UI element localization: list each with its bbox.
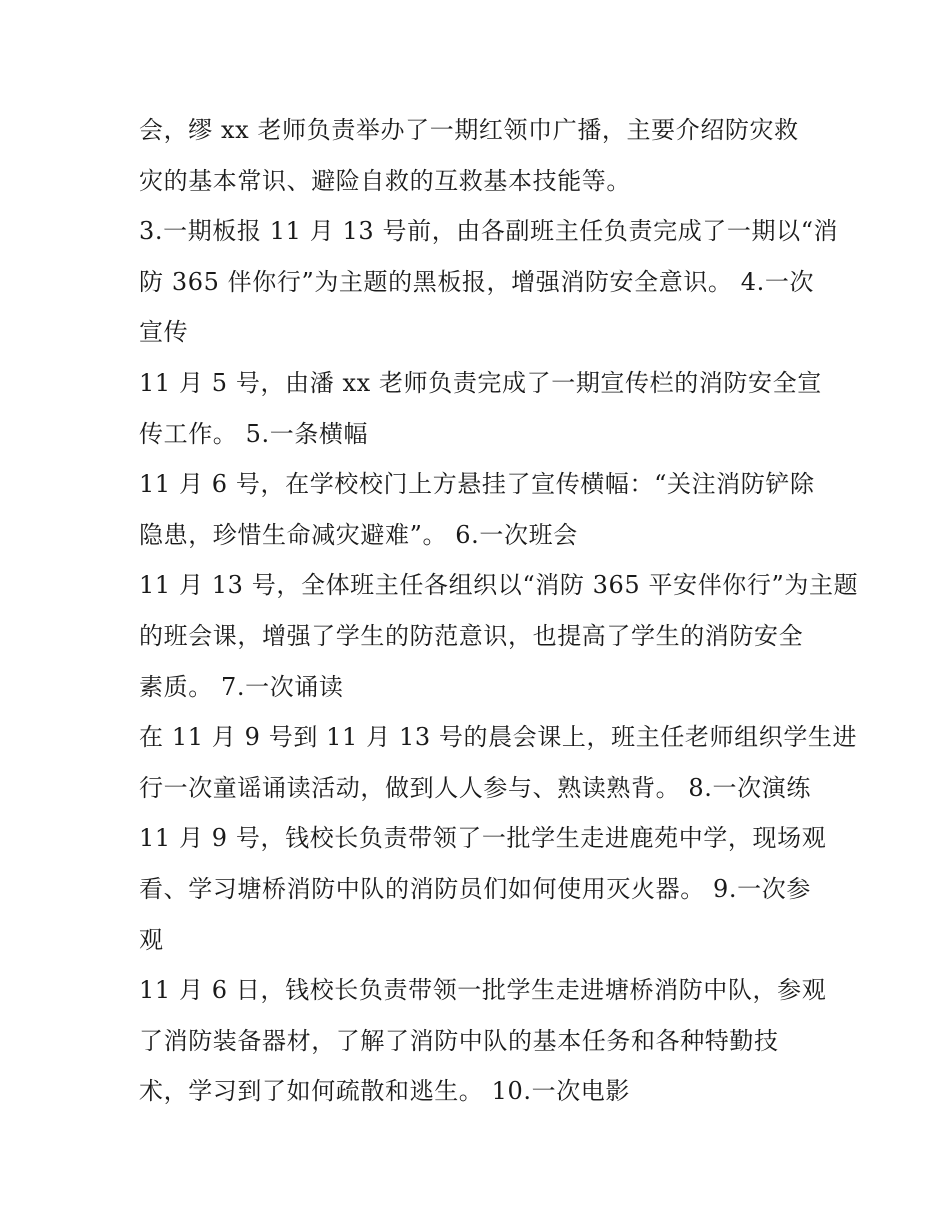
text-line: 11 月 6 号，在学校校门上方悬挂了宣传横幅：“关注消防铲除 — [139, 470, 815, 499]
text-line: 灾的基本常识、避险自救的互救基本技能等。 — [139, 166, 631, 195]
text-line: 在 11 月 9 号到 11 月 13 号的晨会课上，班主任老师组织学生进 — [139, 723, 858, 752]
text-line: 行一次童谣诵读活动，做到人人参与、熟读熟背。 8.一次演练 — [139, 773, 811, 802]
text-line: 11 月 6 日，钱校长负责带领一批学生走进塘桥消防中队，参观 — [139, 976, 827, 1005]
body-text — [139, 105, 859, 1117]
text-line: 素质。 7.一次诵读 — [139, 672, 344, 701]
text-line: 看、学习塘桥消防中队的消防员们如何使用灭火器。 9.一次参 — [139, 874, 811, 903]
text-line: 传工作。 5.一条横幅 — [139, 419, 369, 448]
text-line: 防 365 伴你行”为主题的黑板报，增强消防安全意识。 4.一次 — [139, 267, 815, 296]
text-line: 11 月 13 号，全体班主任各组织以“消防 365 平安伴你行”为主题 — [139, 571, 859, 600]
text-line: 宣传 — [139, 318, 189, 347]
text-line: 隐患，珍惜生命减灾避难”。 6.一次班会 — [139, 520, 578, 549]
text-line: 11 月 5 号，由潘 xx 老师负责完成了一期宣传栏的消防安全宣 — [139, 368, 822, 397]
text-line: 3.一期板报 11 月 13 号前，由各副班主任负责完成了一期以“消 — [139, 217, 839, 246]
text-line: 观 — [139, 925, 164, 954]
text-line: 11 月 9 号，钱校长负责带领了一批学生走进鹿苑中学，现场观 — [139, 824, 827, 853]
text-line: 了消防装备器材，了解了消防中队的基本任务和各种特勤技 — [139, 1026, 779, 1055]
text-line: 会，缪 xx 老师负责举办了一期红领巾广播，主要介绍防灾救 — [139, 116, 799, 144]
text-line: 的班会课，增强了学生的防范意识，也提高了学生的消防安全 — [139, 621, 804, 650]
text-line: 术，学习到了如何疏散和逃生。 10.一次电影 — [139, 1077, 630, 1106]
